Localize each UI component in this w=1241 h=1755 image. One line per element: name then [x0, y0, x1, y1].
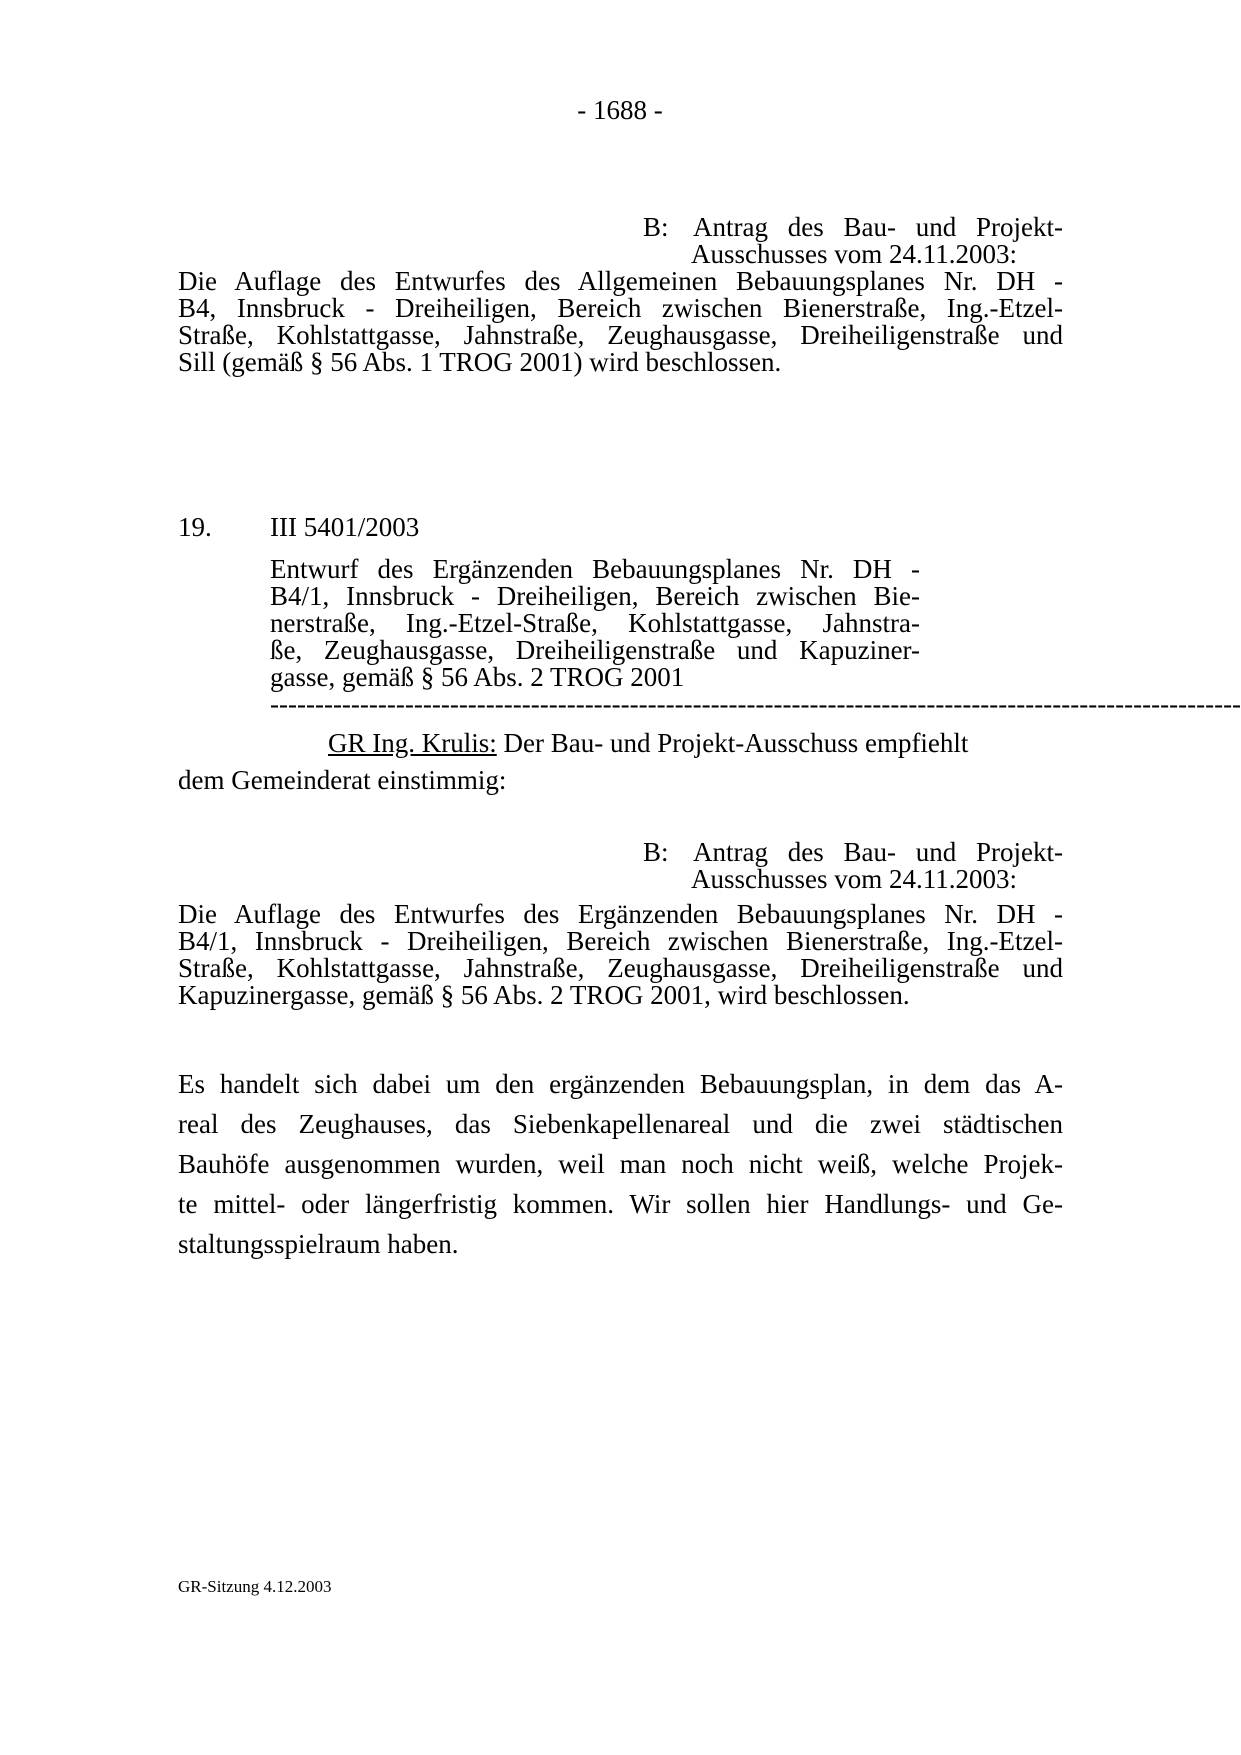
page-number: - 1688 - [577, 95, 663, 125]
resolution-a [178, 268, 1063, 376]
resolution-b-line: Kapuzinergasse, gemäß § 56 Abs. 2 TROG 2001, wird beschlossen. [178, 980, 910, 1010]
motion-label-a: B: [643, 212, 669, 242]
motion-header-a [643, 214, 1063, 268]
resolution-a-line: Sill (gemäß § 56 Abs. 1 TROG 2001) wird beschlossen. [178, 347, 782, 377]
motion-title-line-a [643, 214, 1063, 241]
motion-date-a: Ausschusses vom 24.11.2003: [691, 239, 1018, 269]
motion-header-b [643, 839, 1063, 893]
resolution-a-line: Straße, Kohlstattgasse, Jahnstraße, Zeughausgasse, Dreiheiligenstraße und [178, 320, 1063, 350]
motion-label-b: B: [643, 837, 669, 867]
item-title [270, 556, 920, 691]
commentary-line: staltungsspielraum haben. [178, 1229, 459, 1259]
item-title-line: nerstraße, Ing.-Etzel-Straße, Kohlstattgasse, Jahnstra- [270, 608, 920, 638]
separator-dashes: ------------------------------------------------------------------------------------------------------------ [270, 689, 1241, 719]
motion-title-a: Antrag des Bau- und Projekt- [693, 212, 1063, 242]
speaker-line [178, 725, 1063, 762]
speaker-statement [178, 725, 1063, 799]
speaker-name: GR Ing. Krulis: [328, 728, 497, 758]
speaker-statement-continuation: dem Gemeinderat einstimmig: [178, 765, 507, 795]
motion-date-b: Ausschusses vom 24.11.2003: [691, 864, 1018, 894]
item-title-line: gasse, gemäß § 56 Abs. 2 TROG 2001 [270, 662, 685, 692]
item-number: 19. [178, 512, 212, 542]
resolution-b-line: Die Auflage des Entwurfes des Ergänzenden Bebauungsplanes Nr. DH - [178, 899, 1063, 929]
resolution-b [178, 901, 1063, 1009]
motion-title-b: Antrag des Bau- und Projekt- [693, 837, 1063, 867]
resolution-a-line: B4, Innsbruck - Dreiheiligen, Bereich zwischen Bienerstraße, Ing.-Etzel- [178, 293, 1063, 323]
item-reference: III 5401/2003 [270, 512, 420, 542]
commentary-line: te mittel- oder längerfristig kommen. Wir sollen hier Handlungs- und Ge- [178, 1189, 1063, 1219]
commentary-line: Bauhöfe ausgenommen wurden, weil man noch nicht weiß, welche Projek- [178, 1149, 1063, 1179]
footer-session: GR-Sitzung 4.12.2003 [178, 1577, 332, 1596]
speaker-statement-text: Der Bau- und Projekt-Ausschuss empfiehlt [496, 728, 969, 758]
item-title-line: ße, Zeughausgasse, Dreiheiligenstraße und Kapuziner- [270, 635, 920, 665]
resolution-b-line: Straße, Kohlstattgasse, Jahnstraße, Zeughausgasse, Dreiheiligenstraße und [178, 953, 1063, 983]
motion-title-line-b [643, 839, 1063, 866]
commentary-line: Es handelt sich dabei um den ergänzenden Bebauungsplan, in dem das A- [178, 1069, 1063, 1099]
item-title-line: B4/1, Innsbruck - Dreiheiligen, Bereich zwischen Bie- [270, 581, 920, 611]
commentary-line: real des Zeughauses, das Siebenkapellenareal und die zwei städtischen [178, 1109, 1063, 1139]
item-title-line: Entwurf des Ergänzenden Bebauungsplanes Nr. DH - [270, 554, 920, 584]
resolution-b-line: B4/1, Innsbruck - Dreiheiligen, Bereich zwischen Bienerstraße, Ing.-Etzel- [178, 926, 1063, 956]
item-heading [178, 512, 419, 542]
commentary-paragraph [178, 1064, 1063, 1264]
resolution-a-line: Die Auflage des Entwurfes des Allgemeinen Bebauungsplanes Nr. DH - [178, 266, 1063, 296]
